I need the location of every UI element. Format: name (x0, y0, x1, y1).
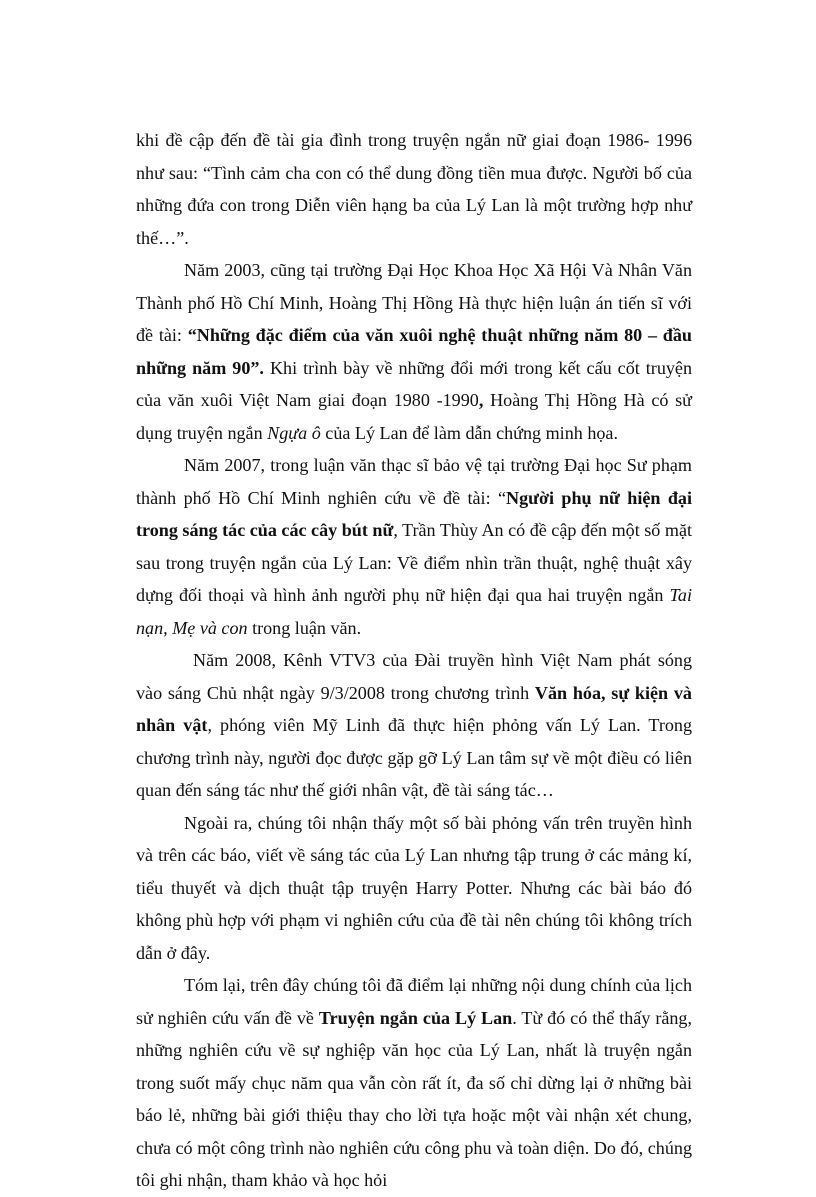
paragraph-2003-thesis (136, 254, 692, 449)
story-title-italic: Ngựa ô (267, 422, 321, 443)
body-text (136, 124, 692, 1197)
text-run: , Trần Thùy An có đề cập đến một số mặt sau trong truyện ngắn của Lý Lan: Về điểm nhìn trần thuật, nghệ thuật xây dựng đối thoại và hình ảnh người phụ nữ hiện đại qua hai truyện ngắn (136, 520, 692, 605)
text-run: Năm 2003, cũng tại trường Đại Học Khoa Học Xã Hội Và Nhân Văn Thành phố Hồ Chí Minh, Hoàng Thị Hồng Hà thực hiện luận án tiến sĩ với đề tài: (136, 260, 692, 345)
text-run: Năm 2008, Kênh VTV3 của Đài truyền hình Việt Nam phát sóng vào sáng Chủ nhật ngày 9/3/2008 trong chương trình (136, 650, 692, 703)
text-run: . Từ đó có thể thấy rằng, những nghiên cứu về sự nghiệp văn học của Lý Lan, nhất là truyện ngắn trong suốt mấy chục năm qua vẫn còn rất ít, đa số chỉ dừng lại ở những bài báo lẻ, những bài giới thiệu thay cho lời tựa hoặc một vài nhận xét chung, chưa có một công trình nào nghiên cứu công phu và toàn diện. Do đó, chúng tôi ghi nhận, tham khảo và học hỏi (136, 1007, 692, 1190)
bold-comma: , (478, 390, 484, 410)
text-run: Năm 2007, trong luận văn thạc sĩ bảo vệ tại trường Đại học Sư phạm thành phố Hồ Chí Minh nghiên cứu về đề tài: “ (136, 455, 692, 508)
paragraph-2007-thesis (136, 449, 692, 644)
paragraph-summary (136, 969, 692, 1197)
story-titles-italic: Tai nạn, Mẹ và con (136, 585, 692, 638)
paragraph-other-sources (136, 807, 692, 970)
paragraph-2008-tv (136, 644, 692, 807)
topic-title-bold: Truyện ngắn của Lý Lan (318, 1007, 513, 1028)
text-run: , phóng viên Mỹ Linh đã thực hiện phỏng vấn Lý Lan. Trong chương trình này, người đọc được gặp gỡ Lý Lan tâm sự về một điều có liên quan đến sáng tác như thế giới nhân vật, đề tài sáng tác… (136, 715, 692, 800)
program-title-bold: Văn hóa, sự kiện và nhân vật (136, 682, 692, 735)
text-run: của Lý Lan để làm dẫn chứng minh họa. (320, 422, 618, 443)
text-run: trong luận văn. (247, 617, 362, 638)
thesis-title-bold: Người phụ nữ hiện đại trong sáng tác của các cây bút nữ (136, 487, 692, 540)
thesis-title-bold: “Những đặc điểm của văn xuôi nghệ thuật những năm 80 – đầu những năm 90”. (136, 325, 692, 378)
text-run: Tóm lại, trên đây chúng tôi đã điểm lại những nội dung chính của lịch sử nghiên cứu vấn đề về (136, 975, 692, 1028)
text-run: Ngoài ra, chúng tôi nhận thấy một số bài phỏng vấn trên truyền hình và trên các báo, viết về sáng tác của Lý Lan nhưng tập trung ở các mảng kí, tiểu thuyết và dịch thuật tập truyện Harry Potter. Nhưng các bài báo đó không phù hợp với phạm vi nghiên cứu của đề tài nên chúng tôi không trích dẫn ở đây. (136, 812, 692, 963)
text-run: Hoàng Thị Hồng Hà có sử dụng truyện ngắn (136, 390, 692, 443)
paragraph-continuation (136, 124, 692, 254)
text-run: Khi trình bày về những đổi mới trong kết cấu cốt truyện của văn xuôi Việt Nam giai đoạn 1980 -1990 (136, 357, 692, 410)
text-run: khi đề cập đến đề tài gia đình trong truyện ngắn nữ giai đoạn 1986- 1996 như sau: “Tình cảm cha con có thể dung đồng tiền mua được. Người bố của những đứa con trong Diễn viên hạng ba của Lý Lan là một trường hợp như thế…”. (136, 130, 692, 248)
